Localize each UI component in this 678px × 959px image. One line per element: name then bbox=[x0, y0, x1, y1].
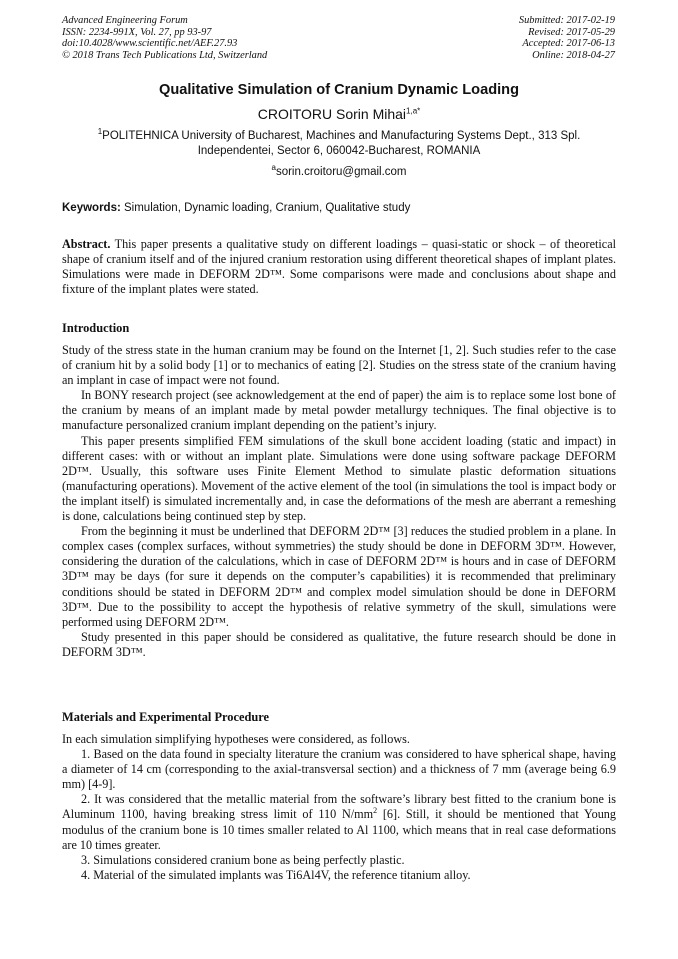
abstract-text: This paper presents a qualitative study on different loadings – quasi-static or shock – of theoretical shape of cranium itself and of the injured cranium restoration using different theoretical shapes of implant plates. Simulations were made in DEFORM 2D™. Some comparisons were made and conclusions about shape and fixture of the implant plates were stated. bbox=[62, 237, 617, 297]
keywords-text: Simulation, Dynamic loading, Cranium, Qualitative study bbox=[124, 202, 411, 214]
list-item: 4. Material of the simulated implants was Ti6Al4V, the reference titanium alloy. bbox=[81, 867, 471, 882]
unit-superscript: 2 bbox=[373, 806, 378, 816]
author-name: CROITORU Sorin Mihai bbox=[257, 106, 407, 122]
affiliation-line-1: POLITEHNICA University of Bucharest, Machines and Manufacturing Systems Dept., 313 Spl. bbox=[102, 130, 581, 142]
doi-link[interactable]: doi:10.4028/www.scientific.net/AEF.27.93 bbox=[62, 38, 238, 50]
author-email bbox=[0, 163, 678, 178]
paragraph: From the beginning it must be underlined that DEFORM 2D™ [3] reduces the studied problem in a plane. In complex cases (complex surfaces, without symmetries) the study should be done in DEFORM 3D™. However, considering the duration of the calculations, which in case of DEFORM 2D™ is hours and in case of DEFORM 3D™ may be days (for sure it depends on the computer’s capabilities) it is recommended that preliminary conditions should be stated in DEFORM 2D™ and complex model simulation should be done in DEFORM 3D™. Due to the possibility to accept the hypothesis of relative symmetry of the skull, simulations were performed using DEFORM 2D™. bbox=[62, 524, 616, 629]
paragraph: In each simulation simplifying hypotheses were considered, as follows. bbox=[62, 732, 410, 746]
copyright: © 2018 Trans Tech Publications Ltd, Switzerland bbox=[62, 49, 268, 61]
revised-date: Revised: 2017-05-29 bbox=[528, 26, 615, 38]
affiliation-line-2: Independentei, Sector 6, 060042-Bucharest, ROMANIA bbox=[197, 145, 481, 157]
keywords bbox=[62, 202, 616, 214]
affiliation-superscript: 1 bbox=[97, 127, 103, 137]
online-date: Online: 2018-04-27 bbox=[532, 49, 615, 61]
introduction-heading: Introduction bbox=[62, 321, 130, 335]
paragraph: This paper presents simplified FEM simulations of the skull bone accident loading (static and impact) in different cases: with or without an implant plate. Simulations were done using software package DEFORM 2D™. Usually, this software uses Finite Element Method to simulate plastic deformation situations (manufacturing operations). Movement of the active element of the tool (in simulations the tool is impact body or the implant itself) is simulated incrementally and, in case the deformations of the mesh are aberrant a remeshing is done, calculations being continued step by step. bbox=[62, 433, 616, 524]
affiliation bbox=[62, 129, 616, 159]
submitted-date: Submitted: 2017-02-19 bbox=[518, 15, 615, 26]
paper-title: Qualitative Simulation of Cranium Dynamic Loading bbox=[158, 82, 520, 98]
list-item: 3. Simulations considered cranium bone as being perfectly plastic. bbox=[81, 852, 405, 867]
email-address[interactable]: sorin.croitoru@gmail.com bbox=[275, 166, 407, 178]
author bbox=[0, 106, 678, 122]
paragraph: In BONY research project (see acknowledgement at the end of paper) the aim is to replace some lost bone of the cranium by means of an implant made by metal powder metallurgy techniques. The final objective is to manufacture personalized cranium implant depending on the patient’s injury. bbox=[62, 388, 616, 433]
abstract bbox=[62, 237, 616, 297]
author-superscript: 1,a* bbox=[406, 106, 421, 116]
list-item bbox=[62, 792, 616, 852]
journal-name: Advanced Engineering Forum bbox=[62, 15, 188, 26]
journal-info bbox=[62, 15, 267, 61]
keywords-label: Keywords: bbox=[62, 202, 121, 214]
introduction-section bbox=[62, 343, 616, 660]
issn: ISSN: 2234-991X, Vol. 27, pp 93-97 bbox=[62, 26, 212, 38]
materials-heading: Materials and Experimental Procedure bbox=[62, 710, 270, 724]
list-item-text: [6]. Still, it should be mentioned that Young modulus of the cranium bone is 10 times smaller related to Al 1100, which means that in real case deformations are 10 times greater. bbox=[62, 807, 616, 852]
materials-section bbox=[62, 732, 616, 883]
list-item-text: 2. It was considered that the metallic material from the software’s library best fitted to the cranium bone is Aluminum 1100, having breaking stress limit of 110 N/mm bbox=[62, 792, 616, 822]
email-superscript: a bbox=[271, 163, 276, 173]
accepted-date: Accepted: 2017-06-13 bbox=[522, 38, 615, 50]
publication-dates bbox=[519, 15, 615, 61]
paragraph: Study presented in this paper should be considered as qualitative, the future research should be done in DEFORM 3D™. bbox=[62, 629, 616, 659]
list-item: 1. Based on the data found in specialty literature the cranium was considered to have spherical shape, having a diameter of 14 cm (corresponding to the axial-transversal section) and a thickness of 7 mm (average being 6.9 mm) [4-9]. bbox=[62, 747, 616, 792]
paragraph: Study of the stress state in the human cranium may be found on the Internet [1, 2]. Such studies refer to the case of cranium hit by a solid body [1] or to mechanics of eating [2]. Studies on the stress state of the cranium having an implant in case of impact were not found. bbox=[62, 343, 616, 388]
abstract-label: Abstract. bbox=[62, 237, 111, 251]
